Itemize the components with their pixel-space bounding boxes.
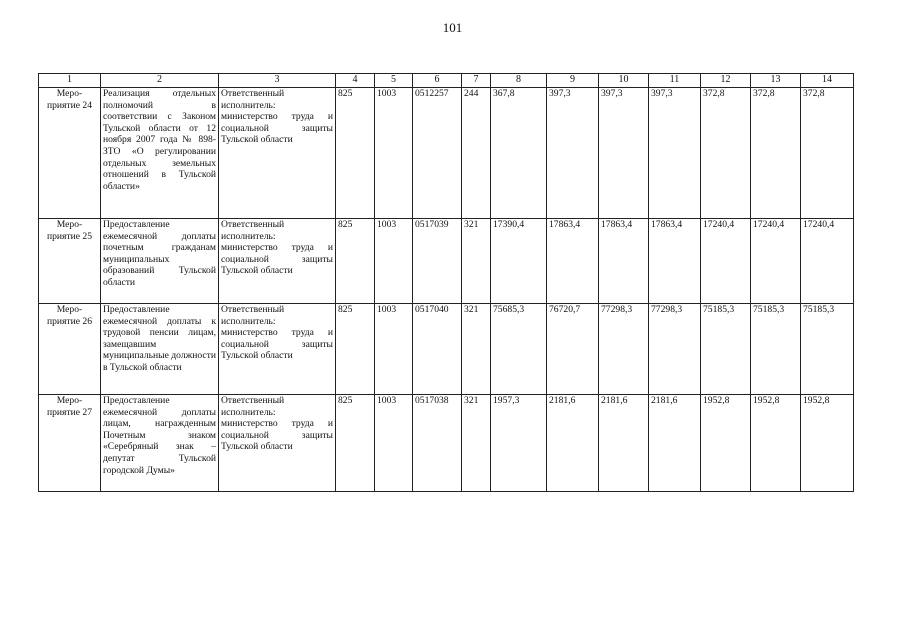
cell-c9: 17863,4	[547, 219, 599, 304]
table-row	[39, 395, 854, 492]
page-number: 101	[442, 20, 463, 35]
event-number: Меро-приятие 25	[39, 219, 101, 304]
cell-c4: 825	[336, 304, 375, 395]
cell-c9: 76720,7	[547, 304, 599, 395]
cell-c5: 1003	[375, 88, 413, 219]
cell-c6: 0517039	[413, 219, 462, 304]
cell-c10: 397,3	[599, 88, 649, 219]
cell-c11: 77298,3	[649, 304, 701, 395]
cell-c10: 17863,4	[599, 219, 649, 304]
event-number: Меро-приятие 24	[39, 88, 101, 219]
col-header: 3	[219, 74, 336, 88]
measures-table	[38, 73, 854, 492]
col-header: 2	[101, 74, 219, 88]
cell-c12: 75185,3	[701, 304, 751, 395]
cell-c4: 825	[336, 395, 375, 492]
cell-c9: 397,3	[547, 88, 599, 219]
responsible-executor: Ответственный исполнитель: министерство труда и социальной защиты Тульской области	[219, 395, 336, 492]
cell-c6: 0517040	[413, 304, 462, 395]
event-number: Меро-приятие 26	[39, 304, 101, 395]
cell-c11: 2181,6	[649, 395, 701, 492]
event-description: Предоставление ежемесячной доплаты лицам, награжденным Почетным знаком «Серебряный знак – депутат Тульской городской Думы»	[101, 395, 219, 492]
cell-c7: 321	[462, 219, 491, 304]
col-header: 4	[336, 74, 375, 88]
cell-c13: 75185,3	[751, 304, 801, 395]
responsible-executor: Ответственный исполнитель: министерство труда и социальной защиты Тульской области	[219, 304, 336, 395]
cell-c13: 17240,4	[751, 219, 801, 304]
col-header: 13	[751, 74, 801, 88]
event-description: Предоставление ежемесячной доплаты к трудовой пенсии лицам, замещавшим муниципальные должности в Тульской области	[101, 304, 219, 395]
cell-c6: 0512257	[413, 88, 462, 219]
responsible-executor: Ответственный исполнитель: министерство труда и социальной защиты Тульской области	[219, 219, 336, 304]
cell-c7: 244	[462, 88, 491, 219]
cell-c11: 397,3	[649, 88, 701, 219]
cell-c4: 825	[336, 219, 375, 304]
header-row	[39, 74, 854, 88]
col-header: 14	[801, 74, 854, 88]
table-row	[39, 304, 854, 395]
cell-c12: 1952,8	[701, 395, 751, 492]
cell-c14: 1952,8	[801, 395, 854, 492]
col-header: 9	[547, 74, 599, 88]
cell-c6: 0517038	[413, 395, 462, 492]
event-number: Меро-приятие 27	[39, 395, 101, 492]
col-header: 7	[462, 74, 491, 88]
cell-c4: 825	[336, 88, 375, 219]
cell-c12: 17240,4	[701, 219, 751, 304]
cell-c8: 17390,4	[491, 219, 547, 304]
cell-c14: 75185,3	[801, 304, 854, 395]
cell-c8: 1957,3	[491, 395, 547, 492]
cell-c14: 17240,4	[801, 219, 854, 304]
cell-c9: 2181,6	[547, 395, 599, 492]
col-header: 1	[39, 74, 101, 88]
col-header: 8	[491, 74, 547, 88]
cell-c12: 372,8	[701, 88, 751, 219]
col-header: 6	[413, 74, 462, 88]
cell-c7: 321	[462, 395, 491, 492]
cell-c10: 2181,6	[599, 395, 649, 492]
col-header: 11	[649, 74, 701, 88]
cell-c14: 372,8	[801, 88, 854, 219]
table-row	[39, 219, 854, 304]
cell-c8: 75685,3	[491, 304, 547, 395]
cell-c11: 17863,4	[649, 219, 701, 304]
cell-c13: 1952,8	[751, 395, 801, 492]
col-header: 10	[599, 74, 649, 88]
cell-c5: 1003	[375, 219, 413, 304]
responsible-executor: Ответственный исполнитель: министерство труда и социальной защиты Тульской области	[219, 88, 336, 219]
cell-c10: 77298,3	[599, 304, 649, 395]
event-description: Реализация отдельных полномочий в соответствии с Законом Тульской области от 12 ноября 2007 года № 898-ЗТО «О регулировании отдельных земельных отношений в Тульской области»	[101, 88, 219, 219]
col-header: 5	[375, 74, 413, 88]
col-header: 12	[701, 74, 751, 88]
event-description: Предоставление ежемесячной доплаты почетным гражданам муниципальных образований Тульской области	[101, 219, 219, 304]
cell-c5: 1003	[375, 304, 413, 395]
cell-c13: 372,8	[751, 88, 801, 219]
cell-c8: 367,8	[491, 88, 547, 219]
cell-c7: 321	[462, 304, 491, 395]
table-row	[39, 88, 854, 219]
cell-c5: 1003	[375, 395, 413, 492]
